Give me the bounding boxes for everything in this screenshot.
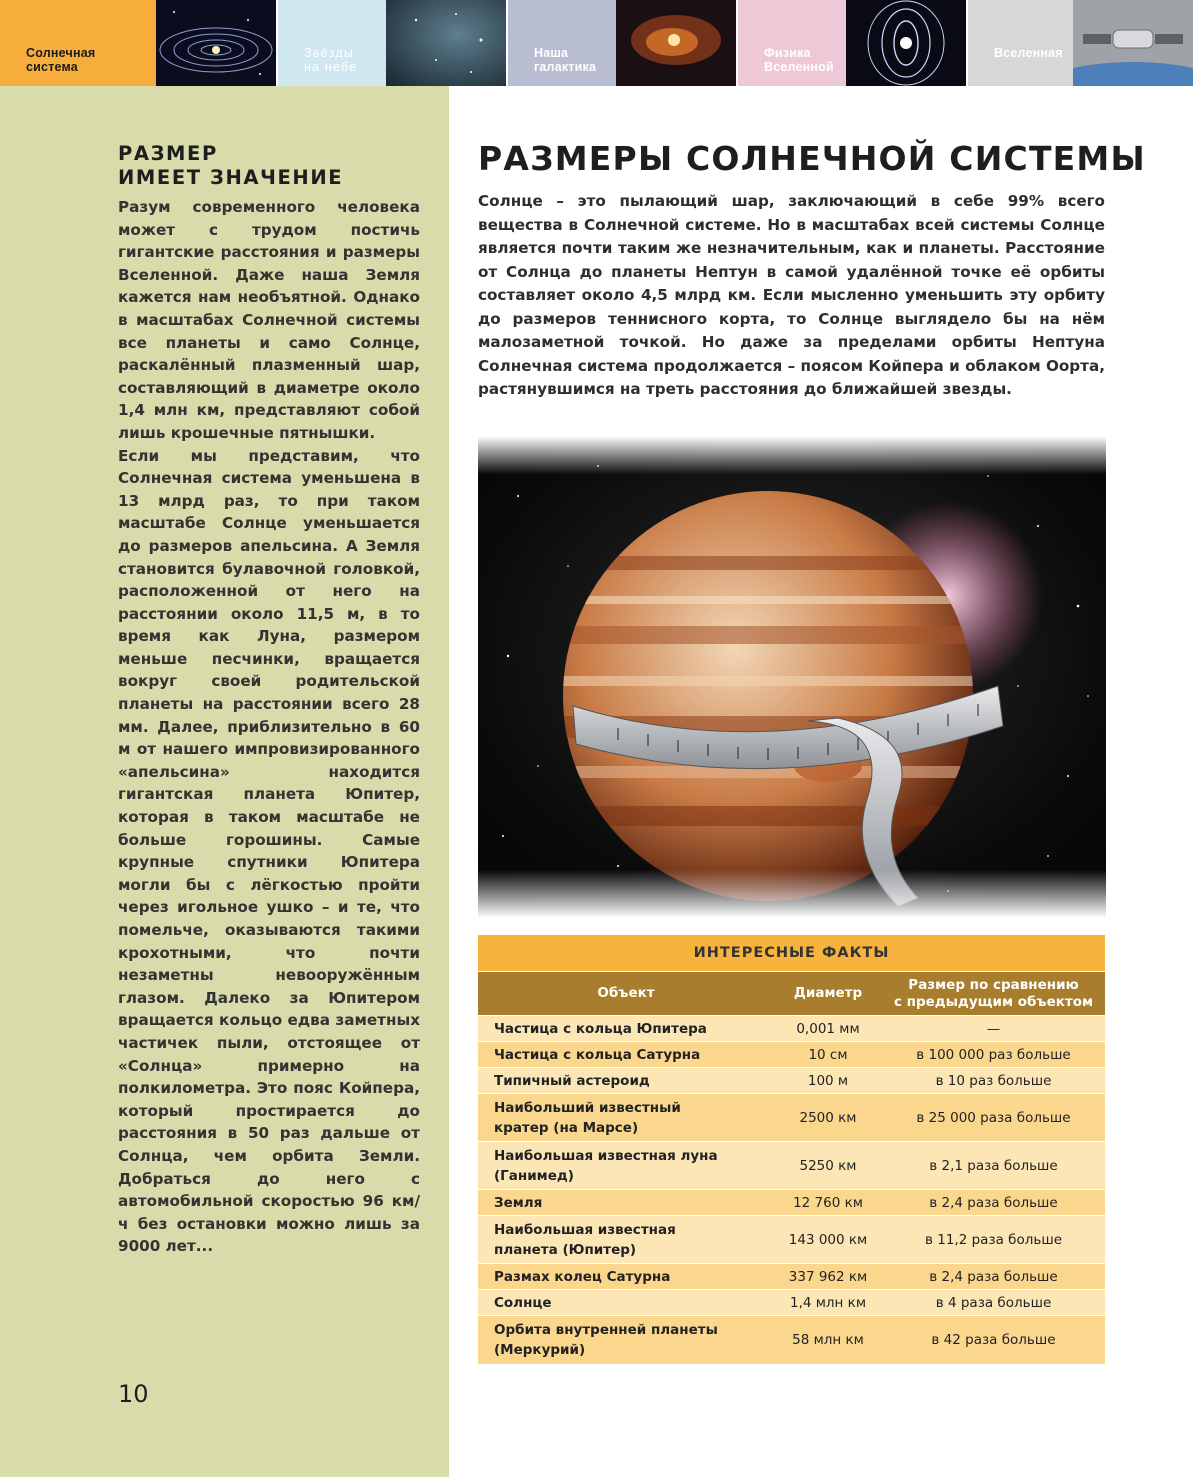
nav-tab-label: Наша галактика [534, 46, 597, 74]
cell-object: Частица с кольца Юпитера [478, 1016, 774, 1042]
cell-object: Наибольшая известная планета (Юпитер) [478, 1216, 774, 1264]
section-nav [0, 0, 1193, 86]
cell-object: Солнце [478, 1290, 774, 1316]
cell-comparison: в 100 000 раз больше [882, 1042, 1105, 1068]
nav-tab-label: Физика Вселенной [764, 46, 834, 74]
cell-diameter: 0,001 мм [774, 1016, 882, 1042]
cell-comparison: в 10 раз больше [882, 1068, 1105, 1094]
cell-comparison: в 2,4 раза больше [882, 1264, 1105, 1290]
cell-comparison: — [882, 1016, 1105, 1042]
nav-tab-stars[interactable] [278, 0, 506, 86]
cell-comparison: в 2,1 раза больше [882, 1142, 1105, 1190]
nav-tab-solar-system[interactable] [0, 0, 276, 86]
facts-title: ИНТЕРЕСНЫЕ ФАКТЫ [478, 935, 1105, 971]
table-row [478, 1094, 1105, 1142]
table-row [478, 1142, 1105, 1190]
table-row [478, 1016, 1105, 1042]
nav-tab-label: Солнечная система [26, 46, 96, 74]
cell-object: Орбита внутренней планеты (Меркурий) [478, 1316, 774, 1364]
stars-sky-icon [386, 0, 506, 86]
cell-object: Частица с кольца Сатурна [478, 1042, 774, 1068]
cell-object: Типичный астероид [478, 1068, 774, 1094]
table-row [478, 1264, 1105, 1290]
interesting-facts-table [478, 935, 1105, 1364]
nav-tab-galaxy[interactable] [508, 0, 736, 86]
cell-object: Земля [478, 1190, 774, 1216]
nav-tab-physics[interactable] [738, 0, 966, 86]
cell-object: Наибольший известный кратер (на Марсе) [478, 1094, 774, 1142]
cell-diameter: 10 см [774, 1042, 882, 1068]
galaxy-nebula-icon [616, 0, 736, 86]
table-row [478, 1316, 1105, 1364]
sidebar-heading: РАЗМЕР ИМЕЕТ ЗНАЧЕНИЕ [118, 142, 344, 189]
facts-table [478, 971, 1105, 1364]
table-row [478, 1290, 1105, 1316]
table-header-row [478, 972, 1105, 1016]
sidebar-text [118, 196, 420, 1258]
cell-comparison: в 42 раза больше [882, 1316, 1105, 1364]
solar-system-orbits-icon [156, 0, 276, 86]
cell-diameter: 58 млн км [774, 1316, 882, 1364]
cell-diameter: 1,4 млн км [774, 1290, 882, 1316]
sidebar-paragraph: Разум современного человека может с трудом постичь гигантские расстояния и размеры Вселенной. Даже наша Земля кажется нам необъятной. Однако в масштабах Солнечной системы все планеты и само Солнце, раскалённый плазменный шар, составляющий в диаметре около 1,4 млн км, представляют собой лишь крошечные пятнышки. [118, 198, 420, 442]
cell-comparison: в 25 000 раза больше [882, 1094, 1105, 1142]
column-header-diameter: Диаметр [774, 972, 882, 1016]
cell-diameter: 2500 км [774, 1094, 882, 1142]
intro-paragraph: Солнце – это пылающий шар, заключающий в себе 99% всего вещества в Солнечной системе. Но в масштабах всей системы Солнце является почти таким же незначительным, как и планеты. Расстояние от Солнца до планеты Нептун в самой удалённой точке её орбиты составляет около 4,5 млрд км. Если мысленно уменьшить эту орбиту до размеров теннисного корта, то Солнце выглядело бы на нём малозаметной точкой. Но даже за пределами орбиты Нептуна Солнечная система продолжается – поясом Койпера и облаком Оорта, растянувшимся на треть расстояния до ближайшей звезды. [478, 192, 1105, 398]
cell-diameter: 337 962 км [774, 1264, 882, 1290]
table-row [478, 1042, 1105, 1068]
physics-waves-icon [846, 0, 966, 86]
cell-diameter: 100 м [774, 1068, 882, 1094]
cell-comparison: в 4 раза больше [882, 1290, 1105, 1316]
table-row [478, 1190, 1105, 1216]
cell-comparison: в 2,4 раза больше [882, 1190, 1105, 1216]
space-station-icon [1073, 0, 1193, 86]
jupiter-tape-measure-illustration [478, 436, 1106, 918]
cell-object: Размах колец Сатурна [478, 1264, 774, 1290]
column-header-object: Объект [478, 972, 774, 1016]
cell-diameter: 5250 км [774, 1142, 882, 1190]
page-number: 10 [118, 1380, 149, 1408]
table-row [478, 1216, 1105, 1264]
cell-diameter: 143 000 км [774, 1216, 882, 1264]
nav-tab-label: Звёзды на небе [304, 46, 358, 74]
table-row [478, 1068, 1105, 1094]
page-title: РАЗМЕРЫ СОЛНЕЧНОЙ СИСТЕМЫ [478, 139, 1146, 178]
cell-comparison: в 11,2 раза больше [882, 1216, 1105, 1264]
cell-diameter: 12 760 км [774, 1190, 882, 1216]
cell-object: Наибольшая известная луна (Ганимед) [478, 1142, 774, 1190]
column-header-comparison: Размер по сравнению с предыдущим объектом [882, 972, 1105, 1016]
sidebar-panel [0, 86, 449, 1477]
nav-tab-label: Вселенная [994, 46, 1063, 60]
sidebar-paragraph: Если мы представим, что Солнечная система уменьшена в 13 млрд раз, то при таком масштабе Солнце уменьшается до размеров апельсина. А Земля становится булавочной головкой, расположенной от него на расстоянии около 11,5 м, в то время как Луна, размером меньше песчинки, вращается вокруг своей родительской планеты на расстоянии всего 28 мм. Далее, приблизительно в 60 м от нашего импровизированного «апельсина» находится гигантская планета Юпитер, которая в таком масштабе не больше горошины. Самые крупные спутники Юпитера могли бы с лёгкостью пройти через игольное ушко – и те, что помельче, оказываются такими крохотными, что почти незаметны невооружённым глазом. Далеко за Юпитером вращается кольцо едва заметных частичек пыли, отстоящее от «Солнца» примерно на полкилометра. Это пояс Койпера, который простирается до расстояния в 50 раз дальше от Солнца, чем орбита Земли. Добраться до него с автомобильной скоростью 96 км/ч без остановки можно лишь за 9000 лет... [118, 446, 420, 1256]
nav-tab-universe[interactable] [968, 0, 1193, 86]
